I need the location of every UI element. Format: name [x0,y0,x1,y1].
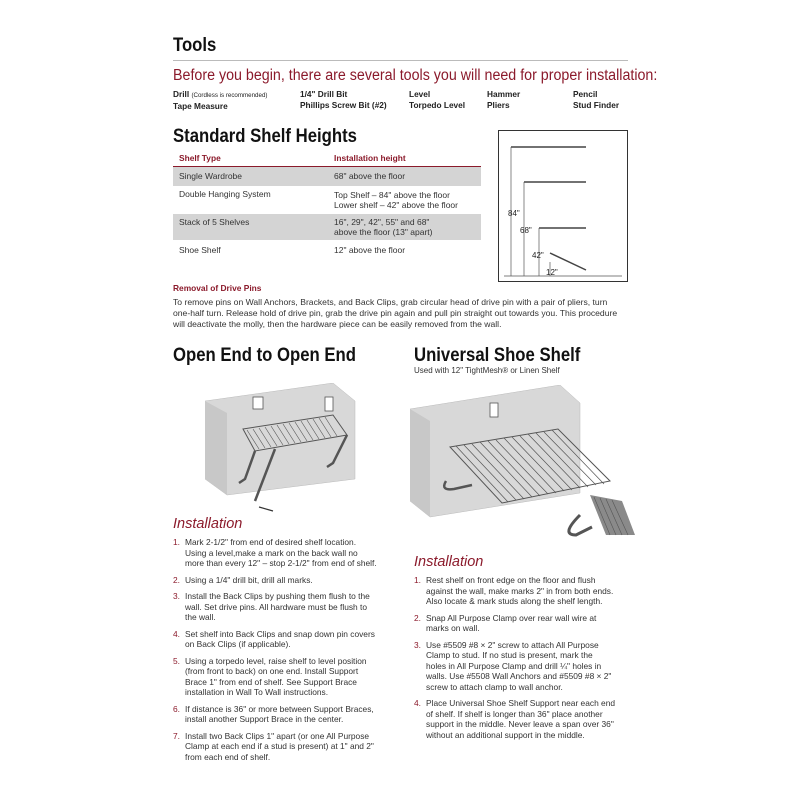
row-type: Stack of 5 Shelves [173,214,328,240]
list-item: 6. If distance is 36" or more between Support Braces, install another Support Brace in the center. [173,703,374,724]
tools-col-1 [173,89,267,112]
row-height: 68" above the floor [328,166,481,186]
drill-note: (Cordless is recommended) [191,92,268,99]
row-type: Shoe Shelf [179,244,221,255]
tool-hammer: Hammer [487,89,521,99]
shoe-title: Universal Shoe Shelf [414,345,581,366]
list-item: 4. Place Universal Shoe Shelf Support near each end of shelf. If shelf is longer than 36" place another support in the middle. Never leave a span over 36" without an additional support in the middle. [414,698,616,740]
tool-torpedo-level: Torpedo Level [409,100,466,110]
open-end-steps [173,537,408,768]
list-item: 1. Rest shelf on front edge on the floor and flush against the wall, make marks 2" in from both ends. Also locate & mark studs along the shelf length. [414,575,614,606]
heights-title: Standard Shelf Heights [173,126,357,147]
list-item: 2. Snap All Purpose Clamp over rear wall wire at marks on wall. [414,612,597,633]
tools-col-3 [409,89,465,111]
label-68: 68" [520,226,532,235]
table-row [173,240,481,260]
removal-title: Removal of Drive Pins [173,283,262,293]
table-row [173,214,481,240]
tool-pencil: Pencil [573,89,598,99]
tool-stud-finder: Stud Finder [573,100,620,110]
tools-title: Tools [173,35,217,56]
row-height: Top Shelf – 84" above the floor Lower shelf – 42" above the floor [334,189,458,210]
label-84: 84" [508,209,520,218]
list-item: 5. Using a torpedo level, raise shelf to level position (from front to back) on one end. Install Support Brace 1" from end of shelf. See Support Brace installation in Wall To Wall instructions. [173,655,367,697]
open-end-install-title: Installation [173,516,243,532]
tool-pliers: Pliers [487,100,510,110]
tool-level: Level [409,89,431,99]
tools-col-5 [573,89,619,111]
shoe-shelf-illustration [410,385,635,550]
tools-col-2 [300,89,387,111]
tools-intro: Before you begin, there are several tools you will need for proper installation: [173,67,658,84]
row-height: 12" above the floor [334,244,406,255]
label-12: 12" [546,268,558,277]
row-type: Single Wardrobe [173,166,328,186]
list-item: 1. Mark 2-1/2" from end of desired shelf location. Using a level,make a mark on the back wall no more than every 12" – stop 2-1/2" from end of shelf. [173,537,377,568]
col-shelf-type: Shelf Type [173,153,328,166]
list-item: 4. Set shelf into Back Clips and snap down pin covers on Back Clips (if applicable). [173,628,375,649]
shoe-steps [414,575,639,746]
row-type: Double Hanging System [179,189,271,199]
removal-text: To remove pins on Wall Anchors, Brackets, and Back Clips, grab circular head of drive pin with a pair of pliers, turn one-half turn. Release hold of drive pin, grab the drive pin again and pull pin straight out towards you. This procedure will deactivate the molly, then the hardware piece can be easily removed from the wall. [173,297,618,330]
tool-drill-bit: 1/4" Drill Bit [300,89,348,99]
label-42: 42" [532,251,544,260]
table-row [173,186,481,214]
heights-table [173,153,481,260]
shelf-heights-diagram [498,130,628,282]
tool-drill: Drill (Cordless is recommended) [173,89,268,99]
open-end-title: Open End to Open End [173,345,356,366]
col-installation-height: Installation height [328,153,481,166]
tool-screw-bit: Phillips Screw Bit (#2) [300,100,387,110]
tool-tape-measure: Tape Measure [173,101,228,111]
tools-rule [173,60,628,61]
shoe-install-title: Installation [414,554,484,570]
shoe-subtitle: Used with 12" TightMesh® or Linen Shelf [414,366,560,375]
open-end-illustration [205,383,365,518]
table-row [173,166,481,186]
list-item: 7. Install two Back Clips 1" apart (or one All Purpose Clamp at each end if a stud is present) at 1" and 2" from each end of shelf. [173,730,374,762]
list-item: 3. Use #5509 #8 × 2" screw to attach All Purpose Clamp to stud. If no stud is present, mark the holes in All Purpose Clamp and drill ¼" holes in walls. Use #5508 Wall Anchors and #5509 #8 × 2" screw to attach clamp to wall anchor. [414,639,612,692]
tools-col-4 [487,89,520,111]
list-item: 3. Install the Back Clips by pushing them flush to the wall. Set drive pins. All hardware must be flush to the wall. [173,591,370,622]
list-item: 2. Using a 1/4" drill bit, drill all marks. [173,574,313,585]
row-height: 16", 29", 42", 55" and 68" above the floor (13" apart) [328,214,481,240]
